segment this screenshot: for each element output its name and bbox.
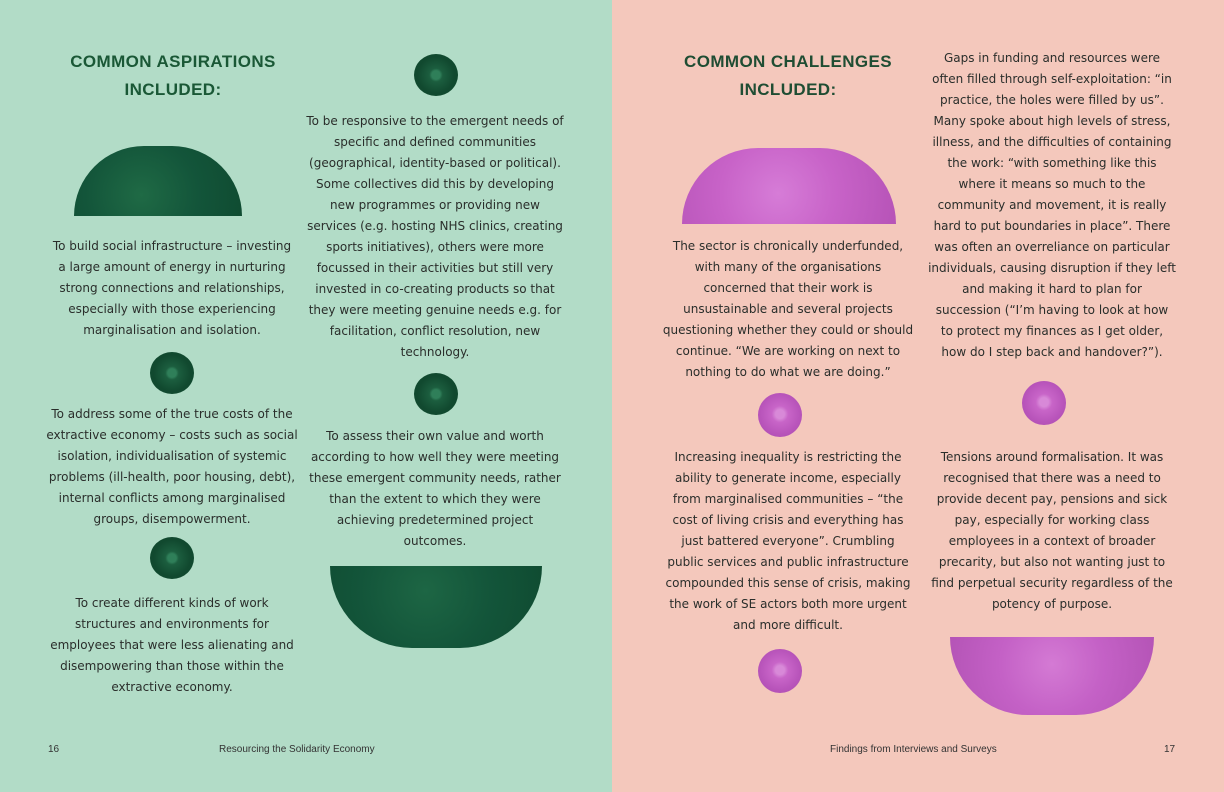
pink-half-circle-bottom — [950, 637, 1154, 715]
green-half-circle-top — [74, 146, 242, 216]
aspirations-heading: COMMON ASPIRATIONS INCLUDED: — [70, 52, 276, 99]
running-title: Resourcing the Solidarity Economy — [219, 744, 375, 755]
challenge-item: Increasing inequality is restricting the ability to generate income, especially from marginalised communities – “the cost of living crisis and everything has just battered everyone”. Crumbling public services and public infrastructure compounded this sense of crisis, making the work of SE actors both more urgent and more difficult. — [665, 450, 911, 632]
green-half-circle-bottom — [330, 566, 542, 648]
pink-half-circle-top — [682, 148, 896, 224]
green-dot-icon — [150, 537, 194, 579]
green-dot-icon — [150, 352, 194, 394]
aspiration-item: To be responsive to the emergent needs of specific and defined communities (geographical, identity-based or political). Some collectives did this by developing new programmes or providing new services (e.g. hosting NHS clinics, creating sports initiatives), others were more focussed in their activities but still very invested in co-creating products so that they were meeting genuine needs e.g. for facilitation, conflict resolution, new technology. — [306, 114, 564, 359]
pink-dot-icon — [1022, 381, 1066, 425]
pink-dot-icon — [758, 393, 802, 437]
challenge-item: The sector is chronically underfunded, with many of the organisations concerned that their work is unsustainable and several projects questioning whether they could or should continue. “We are working on next to nothing to do what we are doing.” — [662, 239, 914, 379]
aspiration-item: To address some of the true costs of the extractive economy – costs such as social isolation, individualisation of systemic problems (ill-health, poor housing, debt), internal conflicts among marginalised groups, disempowerment. — [46, 407, 298, 526]
page-number: 16 — [48, 744, 60, 755]
challenge-item: Tensions around formalisation. It was recognised that there was a need to provide decent pay, pensions and sick pay, especially for working class employees in a context of broader precarity, but also not wanting just to find perpetual security regardless of the potency of purpose. — [931, 450, 1173, 611]
pink-dot-icon — [758, 649, 802, 693]
aspiration-item: To build social infrastructure – investing a large amount of energy in nurturing strong connections and relationships, especially with those experiencing marginalisation and isolation. — [52, 239, 292, 337]
aspiration-item: To create different kinds of work structures and environments for employees that were less alienating and disempowering than those within the extractive economy. — [50, 596, 294, 694]
right-page — [612, 0, 1224, 792]
page-number: 17 — [1164, 744, 1176, 755]
aspiration-item: To assess their own value and worth according to how well they were meeting these emergent community needs, rather than the extent to which they were achieving predetermined project outcomes. — [309, 429, 561, 548]
green-dot-icon — [414, 373, 458, 415]
challenge-item: Gaps in funding and resources were often filled through self-exploitation: “in practice, the holes were filled by us”. Many spoke about high levels of stress, illness, and the difficulties of containing the work: “with something like this where it means so much to the community and movement, it is really hard to put boundaries in place”. There was often an overreliance on particular individuals, causing disruption if they left and making it hard to plan for succession (“I’m having to look at how to protect my finances as I get older, how do I step back and handover?”). — [928, 51, 1176, 359]
green-dot-icon — [414, 54, 458, 96]
challenges-heading: COMMON CHALLENGES INCLUDED: — [684, 52, 892, 99]
running-title: Findings from Interviews and Surveys — [830, 744, 997, 755]
